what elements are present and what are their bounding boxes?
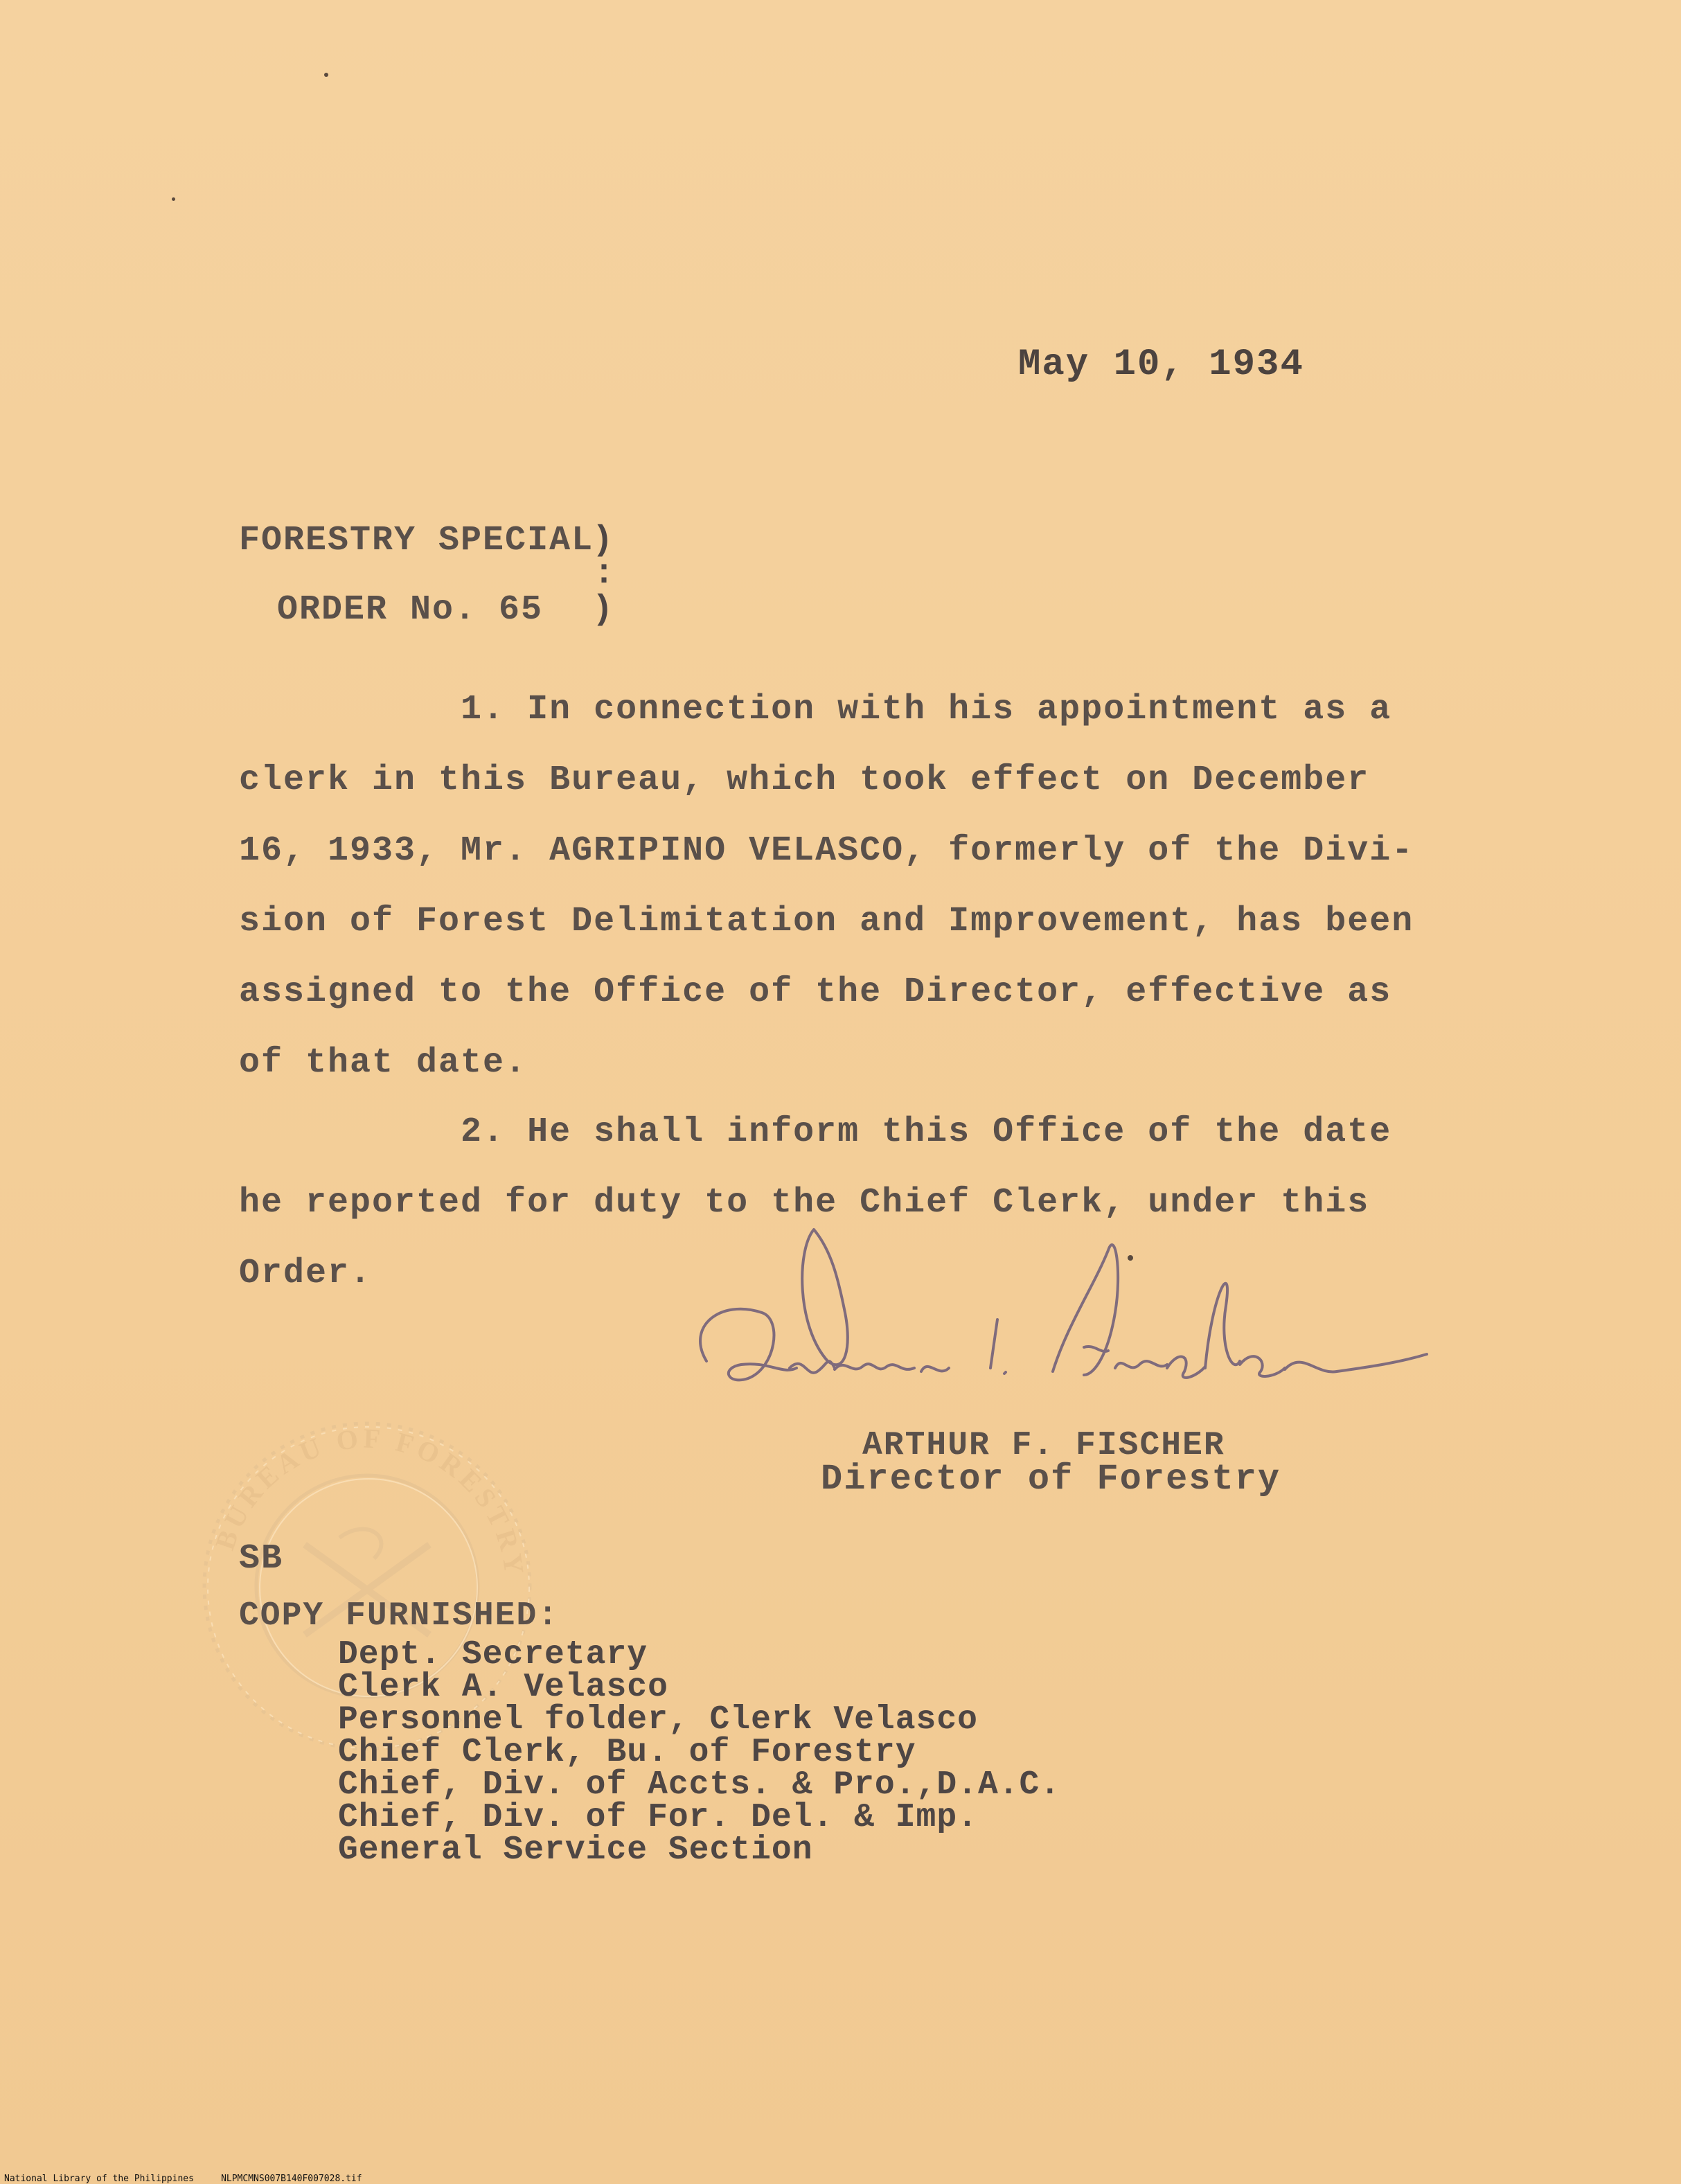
list-item: Clerk A. Velasco xyxy=(338,1669,668,1706)
copy-furnished-heading: COPY FURNISHED: xyxy=(239,1597,560,1635)
paragraph-2-line: 2. He shall inform this Office of the date xyxy=(239,1112,1392,1152)
order-heading-line2: ORDER No. 65 xyxy=(277,590,544,630)
paragraph-1-line: of that date. xyxy=(239,1043,528,1083)
footer-file-id: NLPMCMNS007B140F007028.tif xyxy=(221,2174,362,2184)
list-item: Personnel folder, Clerk Velasco xyxy=(338,1701,978,1739)
paragraph-1-line: clerk in this Bureau, which took effect on December xyxy=(239,761,1370,800)
footer-caption xyxy=(4,2174,362,2184)
order-bracket-top: ) xyxy=(592,521,614,560)
list-item: Chief, Div. of For. Del. & Imp. xyxy=(338,1799,978,1836)
list-item: Dept. Secretary xyxy=(338,1636,648,1673)
signatory-title: Director of Forestry xyxy=(821,1459,1281,1500)
paper-speck xyxy=(172,197,175,201)
order-bracket-mid: : xyxy=(594,554,615,594)
paper-speck xyxy=(1128,1255,1133,1261)
paragraph-1 xyxy=(239,690,1414,1114)
footer-library: National Library of the Philippines xyxy=(4,2174,194,2184)
seal-text: BUREAU OF FORESTRY xyxy=(208,1422,531,1580)
paragraph-1-line: 16, 1933, Mr. AGRIPINO VELASCO, formerly of the Divi- xyxy=(239,831,1414,871)
paragraph-1-line: 1. In connection with his appointment as a xyxy=(239,690,1392,729)
paragraph-1-line: assigned to the Office of the Director, effective as xyxy=(239,973,1392,1012)
document-date: May 10, 1934 xyxy=(1018,344,1304,386)
paragraph-2-line: Order. xyxy=(239,1254,373,1293)
list-item: Chief Clerk, Bu. of Forestry xyxy=(338,1734,916,1771)
signatory-name: ARTHUR F. FISCHER xyxy=(862,1427,1225,1464)
paper-speck xyxy=(324,73,328,77)
paragraph-1-line: sion of Forest Delimitation and Improvement, has been xyxy=(239,902,1414,941)
list-item: General Service Section xyxy=(338,1831,813,1869)
typist-initials: SB xyxy=(239,1539,284,1579)
signature-image xyxy=(679,1209,1441,1430)
list-item: Chief, Div. of Accts. & Pro.,D.A.C. xyxy=(338,1766,1061,1804)
copy-furnished-list xyxy=(338,1636,1061,1869)
order-heading-line1: FORESTRY SPECIAL xyxy=(239,521,594,560)
order-bracket-bottom: ) xyxy=(592,590,614,630)
paragraph-2-line: he reported for duty to the Chief Clerk, under this xyxy=(239,1183,1370,1223)
